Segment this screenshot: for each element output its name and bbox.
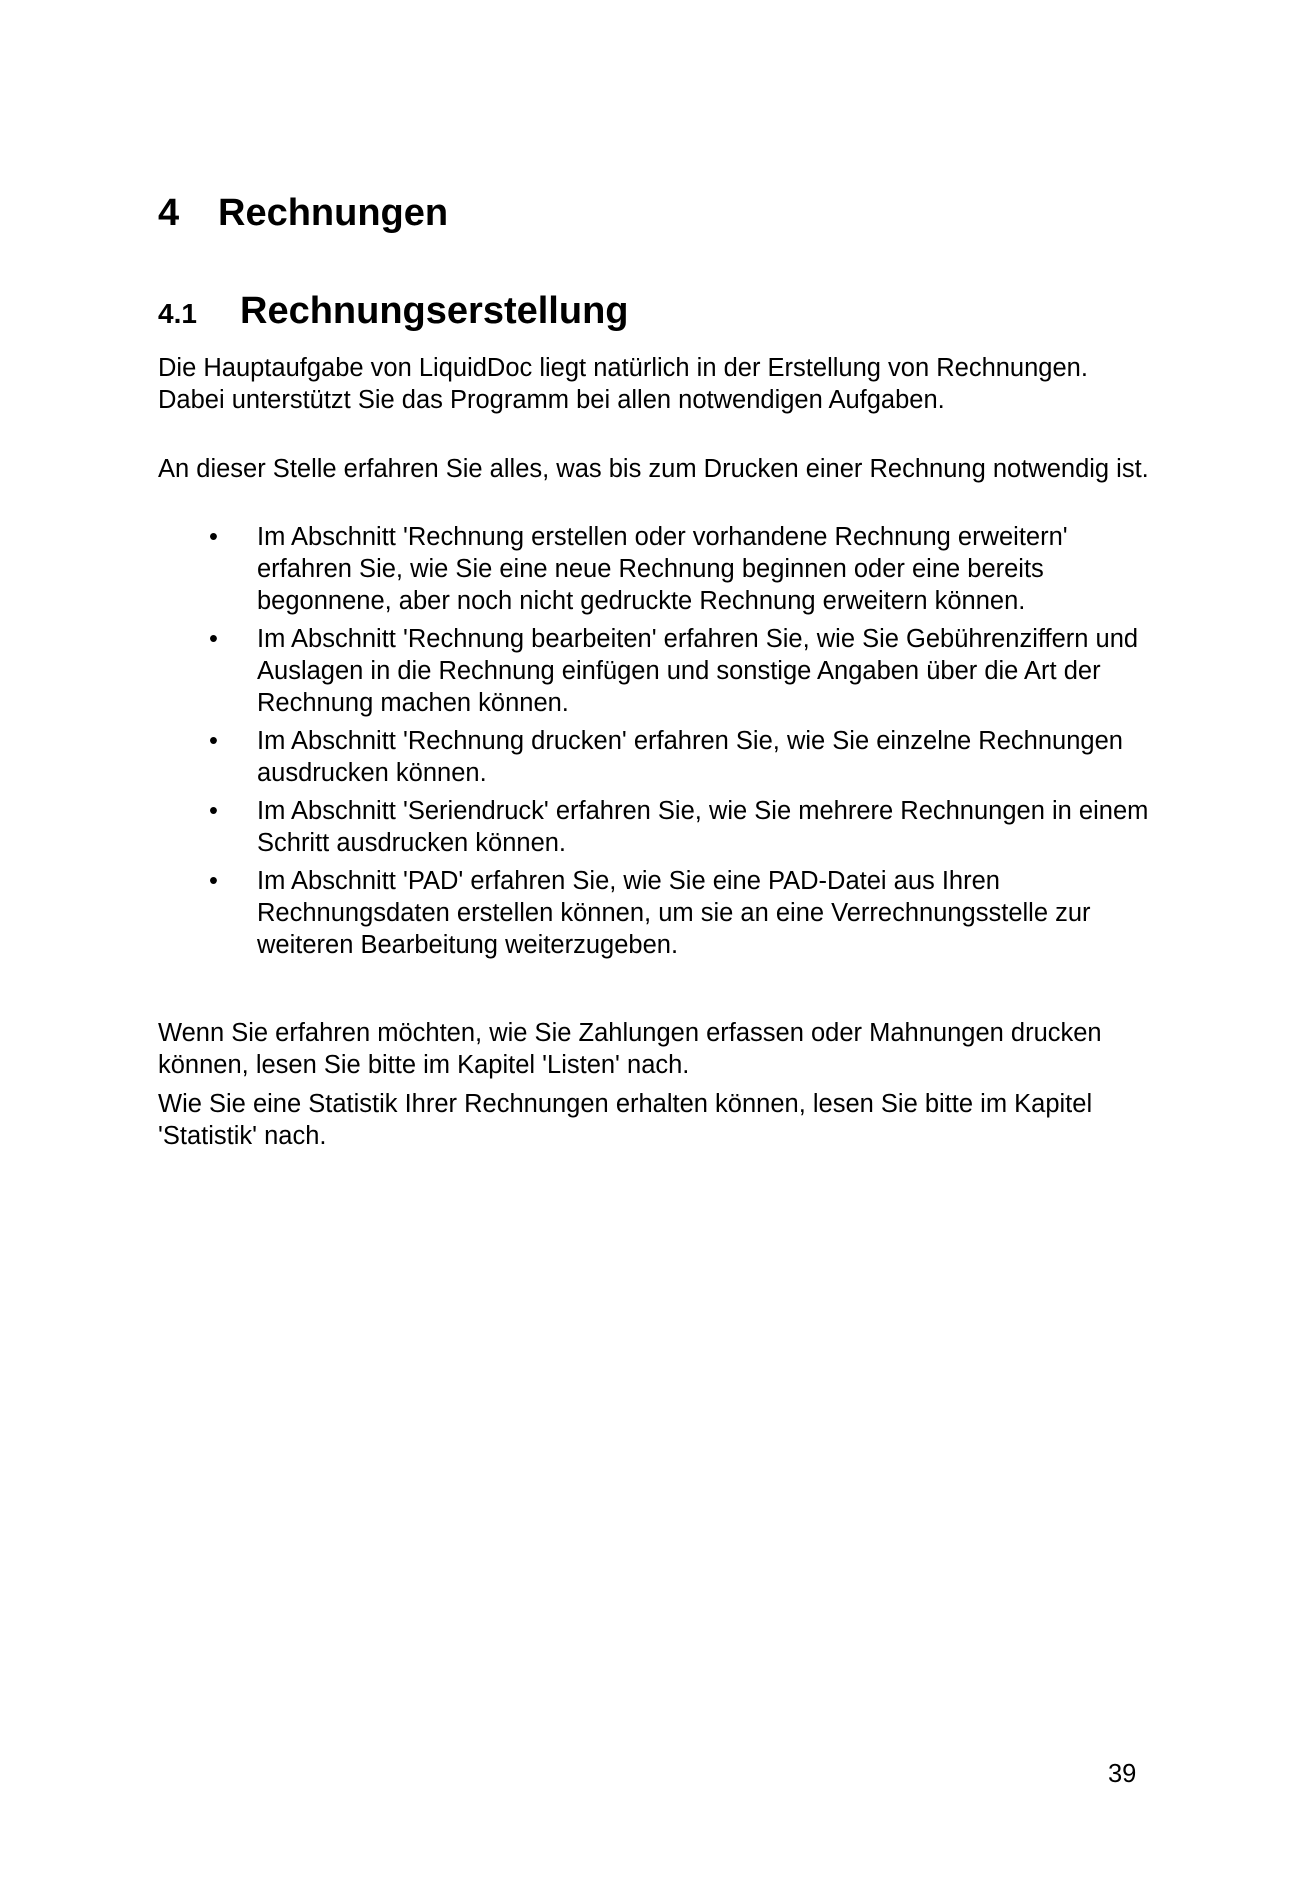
outro-paragraph-1: Wenn Sie erfahren möchten, wie Sie Zahlungen erfassen oder Mahnungen drucken können, lesen Sie bitte im Kapitel 'Listen' nach. xyxy=(158,1019,1102,1079)
bullet-item xyxy=(158,725,1158,789)
section-bullet-list xyxy=(158,521,1158,967)
chapter-number: 4 xyxy=(158,192,180,234)
bullet-text: Im Abschnitt 'Rechnung erstellen oder vorhandene Rechnung erweitern' erfahren Sie, wie Sie eine neue Rechnung beginnen oder eine bereits begonnene, aber noch nicht gedruckte Rechnung erweitern können. xyxy=(257,523,1068,615)
bullet-marker: • xyxy=(209,625,218,653)
section-title: Rechnungserstellung xyxy=(240,290,629,332)
bullet-item xyxy=(158,865,1158,961)
outro-paragraph-2: Wie Sie eine Statistik Ihrer Rechnungen erhalten können, lesen Sie bitte im Kapitel 'Statistik' nach. xyxy=(158,1090,1093,1150)
bullet-text: Im Abschnitt 'Seriendruck' erfahren Sie, wie Sie mehrere Rechnungen in einem Schritt ausdrucken können. xyxy=(257,797,1149,857)
section-heading xyxy=(158,288,629,342)
page-number: 39 xyxy=(1108,1760,1137,1788)
bullet-marker: • xyxy=(209,727,218,755)
chapter-heading xyxy=(158,190,448,236)
bullet-item xyxy=(158,623,1158,719)
intro-paragraph-1: Die Hauptaufgabe von LiquidDoc liegt natürlich in der Erstellung von Rechnungen. Dabei unterstützt Sie das Programm bei allen notwendigen Aufgaben. xyxy=(158,354,1088,414)
intro-paragraph-2: An dieser Stelle erfahren Sie alles, was bis zum Drucken einer Rechnung notwendig ist. xyxy=(158,455,1149,483)
bullet-marker: • xyxy=(209,867,218,895)
bullet-item xyxy=(158,795,1158,859)
bullet-text: Im Abschnitt 'Rechnung drucken' erfahren Sie, wie Sie einzelne Rechnungen ausdrucken können. xyxy=(257,727,1123,787)
bullet-text: Im Abschnitt 'Rechnung bearbeiten' erfahren Sie, wie Sie Gebührenziffern und Auslagen in die Rechnung einfügen und sonstige Angaben über die Art der Rechnung machen können. xyxy=(257,625,1139,717)
bullet-text: Im Abschnitt 'PAD' erfahren Sie, wie Sie eine PAD-Datei aus Ihren Rechnungsdaten erstellen können, um sie an eine Verrechnungsstelle zur weiteren Bearbeitung weiterzugeben. xyxy=(257,867,1091,959)
bullet-item xyxy=(158,521,1158,617)
bullet-marker: • xyxy=(209,797,218,825)
chapter-title: Rechnungen xyxy=(218,192,449,234)
bullet-marker: • xyxy=(209,523,218,551)
section-number: 4.1 xyxy=(158,298,197,329)
